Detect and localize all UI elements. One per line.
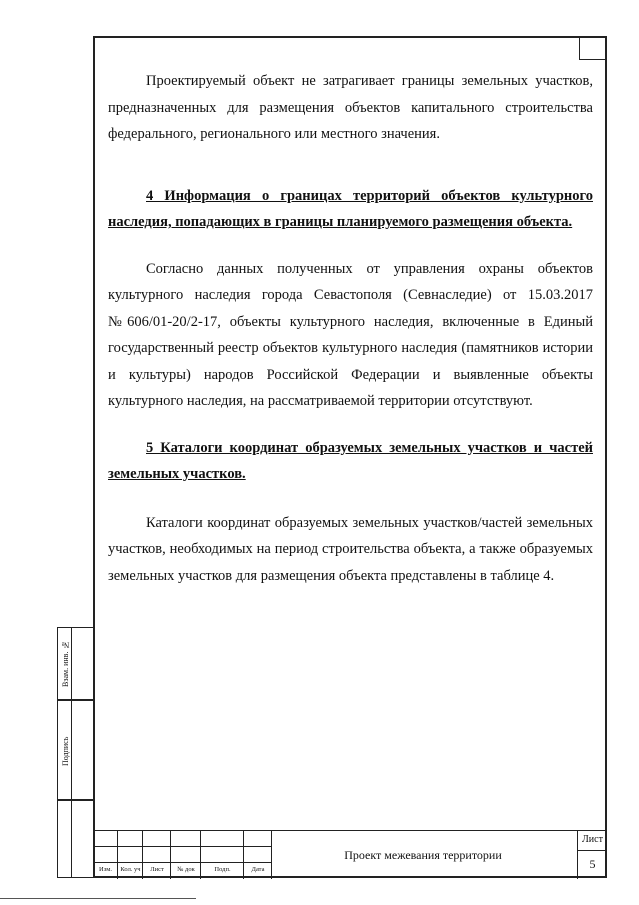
stamp-label-kol: Кол. уч xyxy=(120,866,141,873)
sheet-box xyxy=(577,831,607,879)
bottom-rule xyxy=(0,898,196,899)
sheet-label: Лист xyxy=(582,834,603,845)
stamp-label-izm: Изм. xyxy=(99,866,112,873)
paragraph-3: Каталоги координат образуемых земельных участков/частей земельных участков, необходимых на период строительства объекта, а также образуемых земельных участков для размещения объекта представлены в таблице 4. xyxy=(108,514,593,584)
side-box-vzam xyxy=(57,627,93,700)
paragraph-1: Проектируемый объект не затрагивает границы земельных участков, предназначенных для размещения объектов капитального строительства федерального, регионального или местного значения. xyxy=(108,73,593,142)
sheet-number: 5 xyxy=(589,857,596,871)
stamp-label-podp: Подп. xyxy=(214,866,231,873)
section-4-heading: 4 Информация о границах территорий объектов культурного наследия, попадающих в границы планируемого размещения объекта. xyxy=(108,187,593,230)
side-box-podpis xyxy=(57,700,93,800)
corner-box xyxy=(579,38,605,60)
title-block xyxy=(93,830,607,878)
document-body xyxy=(108,68,593,589)
stamp-label-ndok: № док xyxy=(177,866,195,873)
section-5-heading: 5 Каталоги координат образуемых земельных участков и частей земельных участков. xyxy=(108,439,593,482)
stamp-label-data: Дата xyxy=(251,866,265,873)
side-box-empty xyxy=(57,800,93,878)
paragraph-2: Согласно данных полученных от управления охраны объектов культурного наследия города Севастополя (Севнаследие) от 15.03.2017 №606/01-20/2-17, объекты культурного наследия, включенные в Единый государственный реестр объектов культурного наследия (памятников истории и культуры) народов Российской Федерации и выявленные объекты культурного наследия, на рассматриваемой территории отсутствуют. xyxy=(108,260,593,409)
document-title: Проект межевания территории xyxy=(344,848,502,862)
stamp-label-list: Лист xyxy=(150,866,164,873)
side-label-podpis: Подпись xyxy=(61,736,70,766)
side-label-vzam: Взам. инв. № xyxy=(61,640,70,688)
